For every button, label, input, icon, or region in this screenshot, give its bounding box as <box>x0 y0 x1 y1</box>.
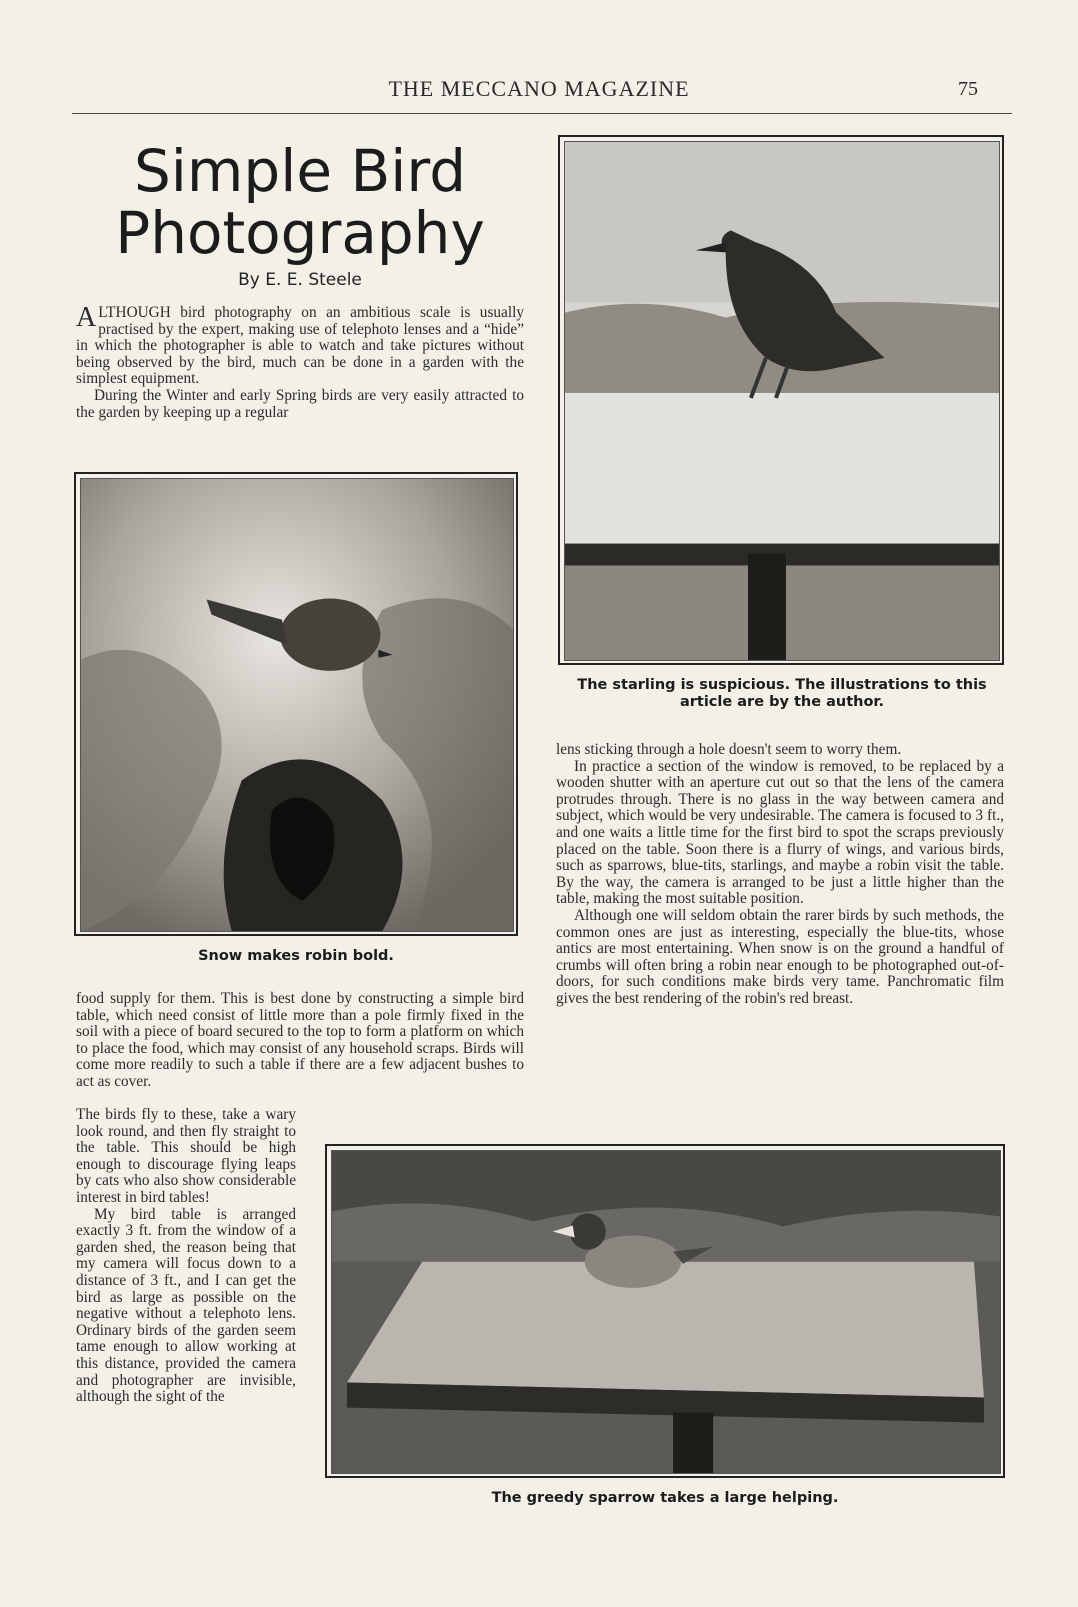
narrow-column <box>76 1107 296 1406</box>
sparrow-caption: The greedy sparrow takes a large helping. <box>491 1490 839 1506</box>
paragraph-7: In practice a section of the window is removed, to be replaced by a wooden shutter with an aperture cut out so that the lens of the camera protrudes through. There is no glass in the way between camera and subject, which would be very undesirable. The camera is focused to 3 ft., and one waits a little time for the first bird to spot the scraps previously placed on the table. Soon there is a flurry of wings, and various birds, such as sparrows, blue-tits, starlings, and maybe a robin visit the table. By the way, the camera is arranged to be just a little higher than the table, making the most suitable position. <box>556 757 1004 908</box>
page-number: 75 <box>958 78 978 100</box>
robin-image <box>81 479 513 931</box>
paragraph-3: food supply for them. This is best done by constructing a simple bird table, which need consist of little more than a pole firmly fixed in the soil with a piece of board secured to the top to form a platform on which to place the food, which may consist of any household scraps. Birds will come more readily to such a table if there are a few adjacent bushes to act as cover. <box>76 990 524 1090</box>
paragraph-2: During the Winter and early Spring birds are very easily attracted to the garden by keeping up a regular <box>76 386 524 421</box>
right-column <box>556 742 1004 1008</box>
paragraph-6: lens sticking through a hole doesn't seem to worry them. <box>556 741 902 758</box>
intro-text <box>76 302 524 421</box>
paragraph-5: My bird table is arranged exactly 3 ft. from the window of a garden shed, the reason being that my camera will focus down to a distance of 3 ft., and I can get the bird as large as possible on the negative without a telephoto lens. Ordinary birds of the garden seem tame enough to allow working at this distance, provided the camera and photographer are invisible, although the sight of the <box>76 1205 296 1406</box>
starling-image <box>565 142 999 660</box>
byline: By E. E. Steele <box>238 270 362 290</box>
title-line-1: Simple Bird <box>133 137 467 205</box>
intro-paragraph <box>76 302 524 388</box>
magazine-title: THE MECCANO MAGAZINE <box>388 76 690 101</box>
article-title <box>80 137 520 267</box>
paragraph-4: The birds fly to these, take a wary look round, and then fly straight to the table. This should be high enough to discourage flying leaps by cats who also show considerable interest in bird tables! <box>76 1106 296 1206</box>
drop-cap: A <box>76 302 97 333</box>
title-line-2: Photography <box>115 199 485 267</box>
starling-caption: The starling is suspicious. The illustrations to this article are by the author. <box>577 677 987 710</box>
paragraph-8: Although one will seldom obtain the rarer birds by such methods, the common ones are just as interesting, especially the blue-tits, whose antics are most entertaining. When snow is on the ground a handful of crumbs will often bring a robin near enough to be photographed out-of-doors, for such conditions make birds very tame. Panchromatic film gives the best rendering of the robin's red breast. <box>556 906 1004 1007</box>
header-rule <box>72 113 1012 114</box>
robin-photo <box>74 472 518 936</box>
robin-caption: Snow makes robin bold. <box>198 948 394 964</box>
intro-paragraph-text: LTHOUGH bird photography on an ambitious scale is usually practised by the expert, making use of telephoto lenses and a “hide” in which the photographer is able to watch and take pictures without being observed by the bird, much can be done in a garden with the simplest equipment. <box>76 304 524 388</box>
sparrow-image <box>332 1151 1000 1473</box>
sparrow-photo <box>325 1144 1005 1478</box>
starling-photo <box>558 135 1004 665</box>
